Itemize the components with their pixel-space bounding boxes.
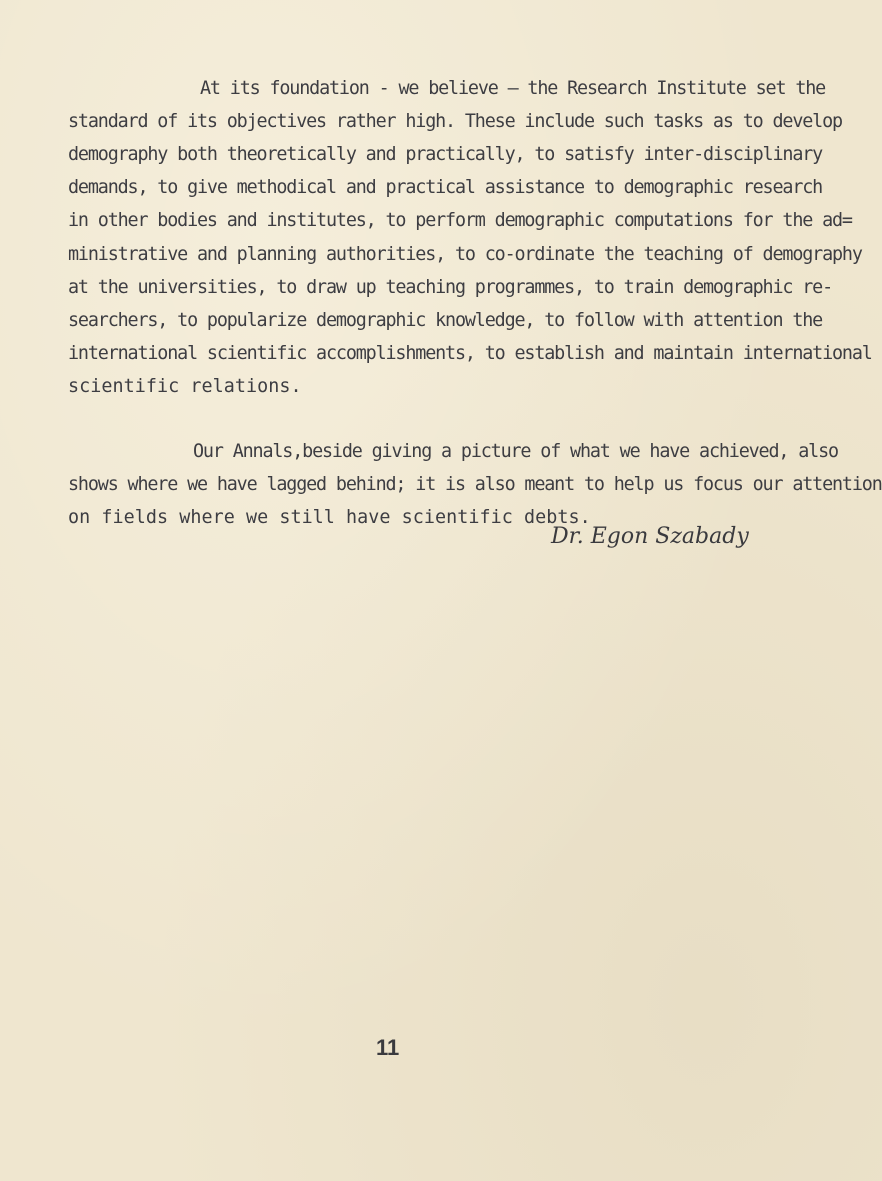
paragraph-1-line-3: demography both theoretically and practically, to satisfy inter-disciplinary <box>68 144 823 165</box>
paragraph-1-line-4: demands, to give methodical and practical assistance to demographic research <box>68 177 823 198</box>
paragraph-1-line-7: at the universities, to draw up teaching programmes, to train demographic re- <box>68 277 833 298</box>
paragraph-1-line-1: At its foundation - we believe — the Research Institute set the <box>200 78 826 99</box>
paragraph-2-line-2: shows where we have lagged behind; it is also meant to help us focus our attention <box>68 474 882 495</box>
paragraph-1-line-10: scientific relations. <box>68 376 302 397</box>
page-number: 11 <box>376 1035 400 1060</box>
paragraph-1-line-9: international scientific accomplishments, to establish and maintain international <box>68 343 872 364</box>
paragraph-1-line-2: standard of its objectives rather high. These include such tasks as to develop <box>68 111 842 132</box>
paragraph-1-line-8: searchers, to popularize demographic knowledge, to follow with attention the <box>68 310 823 331</box>
author-signature: Dr. Egon Szabady <box>551 524 749 549</box>
paragraph-2-line-1: Our Annals,beside giving a picture of what we have achieved, also <box>193 441 838 462</box>
paragraph-2-line-3: on fields where we still have scientific debts. <box>68 507 591 528</box>
paragraph-1-line-6: ministrative and planning authorities, to co-ordinate the teaching of demography <box>68 244 862 265</box>
paragraph-1-line-5: in other bodies and institutes, to perform demographic computations for the ad= <box>68 210 852 231</box>
